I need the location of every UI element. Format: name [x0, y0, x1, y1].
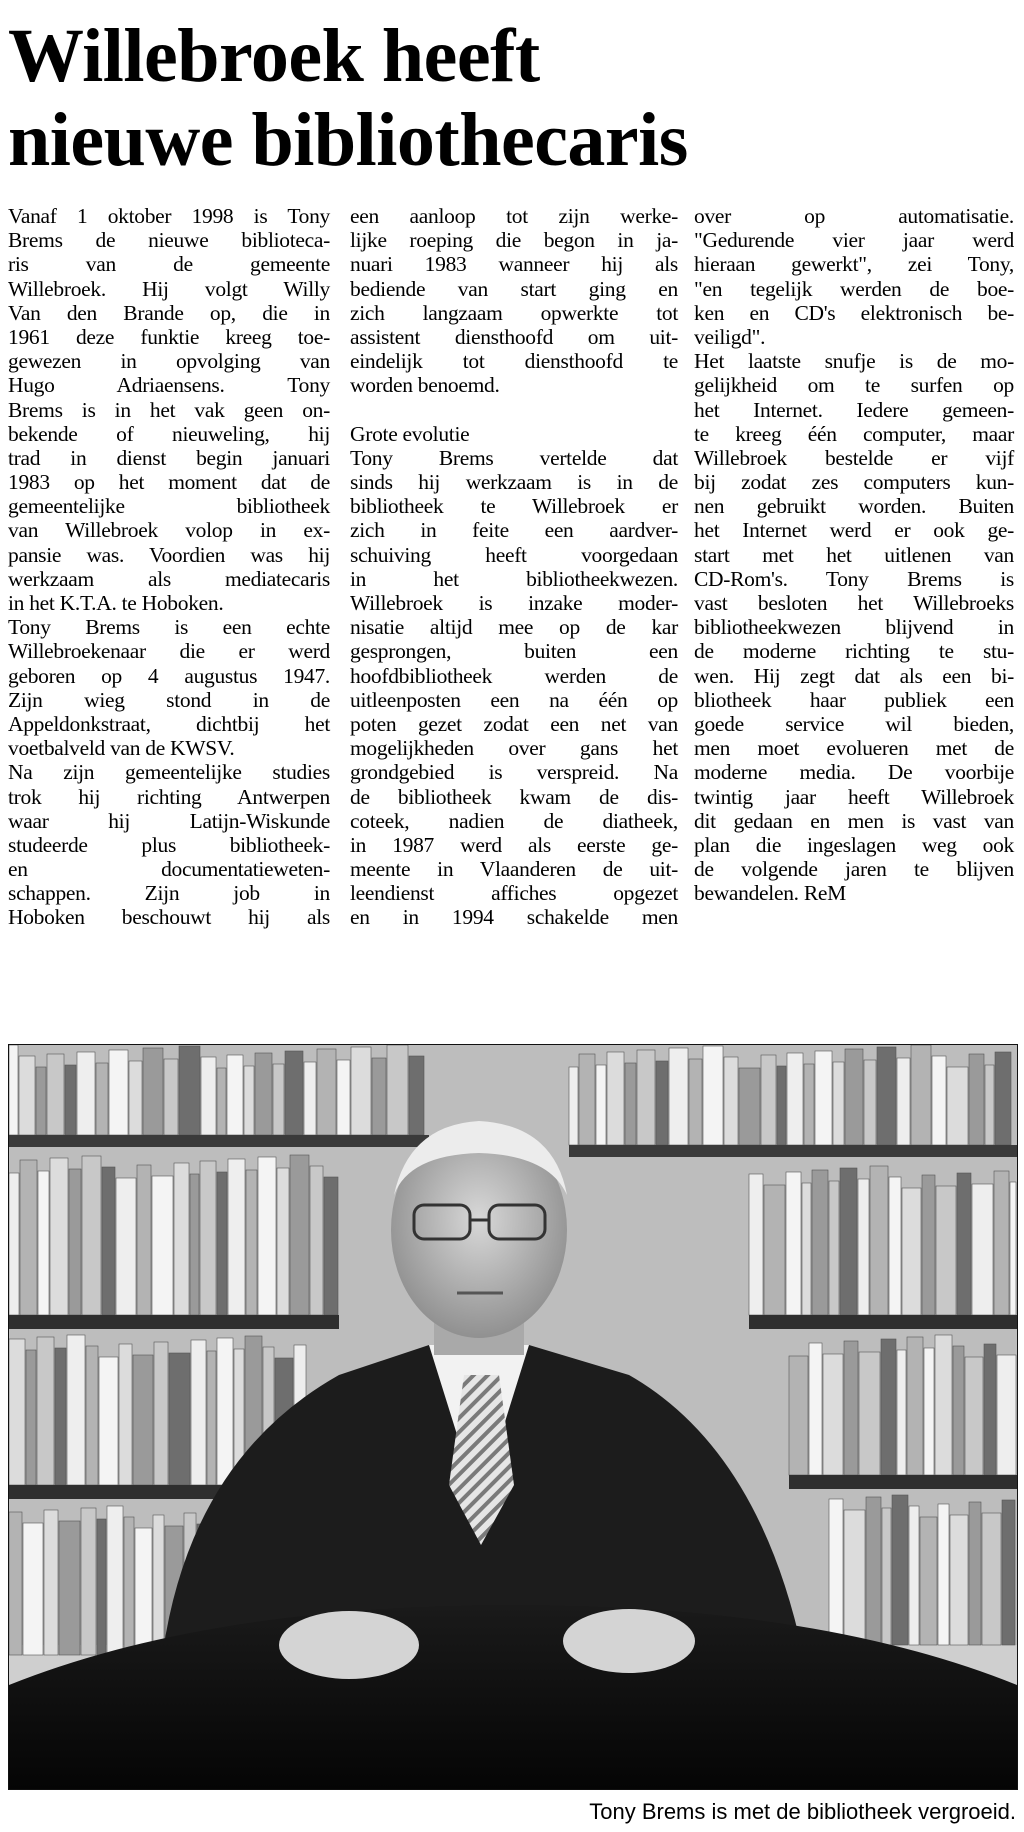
text-line: ris van de gemeente	[8, 252, 330, 277]
text-line: bibliotheekwezen blijvend in	[694, 615, 1014, 640]
text-line: poten gezet zodat een net van	[350, 711, 678, 736]
text-line: Hoboken beschouwt hij als	[8, 905, 330, 930]
text-line: hieraan gewerkt", zei Tony,	[694, 252, 1014, 277]
text-line: studeerde plus bibliotheek-	[8, 832, 330, 857]
text-line: mogelijkheden over gans het	[350, 736, 678, 761]
text-line: gemeentelijke bibliotheek	[8, 494, 330, 519]
text-line: Brems de nieuwe biblioteca-	[8, 228, 330, 253]
text-line: Willebroek is inzake moder-	[350, 591, 678, 615]
text-line: te kreeg één computer, maar	[694, 421, 1014, 446]
text-line: Willebroek. Hij volgt Willy	[8, 276, 330, 301]
text-line: plan die ingeslagen weg ook	[694, 832, 1014, 857]
headline	[8, 14, 1018, 182]
text-line: in het K.T.A. te Hoboken.	[8, 591, 224, 615]
text-line: Vanaf 1 oktober 1998 is Tony	[8, 204, 330, 228]
text-line: sinds hij werkzaam is in de	[350, 470, 678, 495]
text-line: trok hij richting Antwerpen	[8, 784, 330, 809]
text-line: Hugo Adriaensens. Tony	[8, 373, 330, 398]
text-line: bewandelen. ReM	[694, 881, 846, 906]
text-line: het Internet. Iedere gemeen-	[694, 397, 1014, 422]
text-line: trad in dienst begin januari	[8, 445, 330, 470]
text-line: bediende van start ging en	[350, 276, 678, 301]
text-line: gelijkheid om te surfen op	[694, 373, 1014, 398]
text-line: 1961 deze funktie kreeg toe-	[8, 324, 330, 349]
text-line: Het laatste snufje is de mo-	[694, 349, 1014, 374]
headline-line-1: Willebroek heeft	[8, 14, 540, 98]
text-line: gesprongen, buiten een	[350, 639, 678, 664]
text-line: bliotheek haar publiek een	[694, 687, 1014, 712]
text-line: in het bibliotheekwezen.	[350, 566, 678, 591]
text-line: over op automatisatie.	[694, 204, 1014, 228]
text-line: de volgende jaren te blijven	[694, 857, 1014, 882]
headline-line-2: nieuwe bibliothecaris	[8, 98, 688, 182]
text-line: zich in feite een aardver-	[350, 518, 678, 543]
text-line: bij zodat zes computers kun-	[694, 470, 1014, 495]
text-line: veiligd".	[694, 324, 766, 349]
text-line: Willebroekenaar die er werd	[8, 639, 330, 664]
text-line: de bibliotheek kwam de dis-	[350, 784, 678, 809]
text-line: nisatie altijd mee op de kar	[350, 615, 678, 640]
text-line: Brems is in het vak geen on-	[8, 397, 330, 422]
text-line: in 1987 werd als eerste ge-	[350, 832, 678, 857]
text-line: bibliotheek te Willebroek er	[350, 494, 678, 519]
text-line	[350, 398, 678, 422]
text-line: Tony Brems is een echte	[8, 615, 330, 640]
text-line: en in 1994 schakelde men	[350, 905, 678, 930]
library-portrait-image	[9, 1045, 1017, 1789]
text-line: Van den Brande op, die in	[8, 300, 330, 325]
photo-caption: Tony Brems is met de bibliotheek vergroeid.	[589, 1799, 1016, 1824]
text-line: vast besloten het Willebroeks	[694, 591, 1014, 615]
text-line: leendienst affiches opgezet	[350, 881, 678, 906]
text-line: Zijn wieg stond in de	[8, 687, 330, 712]
text-line: pansie was. Voordien was hij	[8, 542, 330, 567]
text-line: Appeldonkstraat, dichtbij het	[8, 711, 330, 736]
text-line: Grote evolutie	[350, 421, 470, 446]
text-line: lijke roeping die begon in ja-	[350, 228, 678, 253]
text-line: men moet evolueren met de	[694, 736, 1014, 761]
text-line: van Willebroek volop in ex-	[8, 518, 330, 543]
text-line: Willebroek bestelde er vijf	[694, 445, 1014, 470]
text-line: werkzaam als mediatecaris	[8, 566, 330, 591]
text-line: ken en CD's elektronisch be-	[694, 300, 1014, 325]
text-line: Tony Brems vertelde dat	[350, 445, 678, 470]
text-line: uitleenposten een na één op	[350, 687, 678, 712]
text-line: waar hij Latijn-Wiskunde	[8, 808, 330, 833]
text-line: 1983 op het moment dat de	[8, 470, 330, 495]
article-column-2	[350, 204, 678, 930]
portrait-photo	[8, 1044, 1018, 1790]
text-line: dit gedaan en men is vast van	[694, 808, 1014, 833]
text-line: assistent diensthoofd om uit-	[350, 324, 678, 349]
text-line: coteek, nadien de diatheek,	[350, 808, 678, 833]
text-line: meente in Vlaanderen de uit-	[350, 857, 678, 882]
text-line: en documentatieweten-	[8, 857, 330, 882]
text-line: voetbalveld van de KWSV.	[8, 736, 235, 761]
text-line: Na zijn gemeentelijke studies	[8, 760, 330, 785]
text-line: bekende of nieuweling, hij	[8, 421, 330, 446]
text-line: CD-Rom's. Tony Brems is	[694, 566, 1014, 591]
text-line: grondgebied is verspreid. Na	[350, 760, 678, 785]
text-line: goede service wil bieden,	[694, 711, 1014, 736]
text-line: geboren op 4 augustus 1947.	[8, 663, 330, 688]
text-line: nen gebruikt worden. Buiten	[694, 494, 1014, 519]
article-column-1	[8, 204, 330, 930]
text-line: "en tegelijk werden de boe-	[694, 276, 1014, 301]
text-line: moderne media. De voorbije	[694, 760, 1014, 785]
text-line: "Gedurende vier jaar werd	[694, 228, 1014, 253]
text-line: schappen. Zijn job in	[8, 881, 330, 906]
text-line: eindelijk tot diensthoofd te	[350, 349, 678, 374]
text-line: het Internet werd er ook ge-	[694, 518, 1014, 543]
text-line: start met het uitlenen van	[694, 542, 1014, 567]
text-line: een aanloop tot zijn werke-	[350, 204, 678, 228]
text-line: worden benoemd.	[350, 373, 500, 398]
text-line: zich langzaam opwerkte tot	[350, 300, 678, 325]
text-line: de moderne richting te stu-	[694, 639, 1014, 664]
article-column-3	[694, 204, 1014, 905]
text-line: twintig jaar heeft Willebroek	[694, 784, 1014, 809]
text-line: schuiving heeft voorgedaan	[350, 542, 678, 567]
text-line: nuari 1983 wanneer hij als	[350, 252, 678, 277]
text-line: hoofdbibliotheek werden de	[350, 663, 678, 688]
text-line: wen. Hij zegt dat als een bi-	[694, 663, 1014, 688]
text-line: gewezen in opvolging van	[8, 349, 330, 374]
